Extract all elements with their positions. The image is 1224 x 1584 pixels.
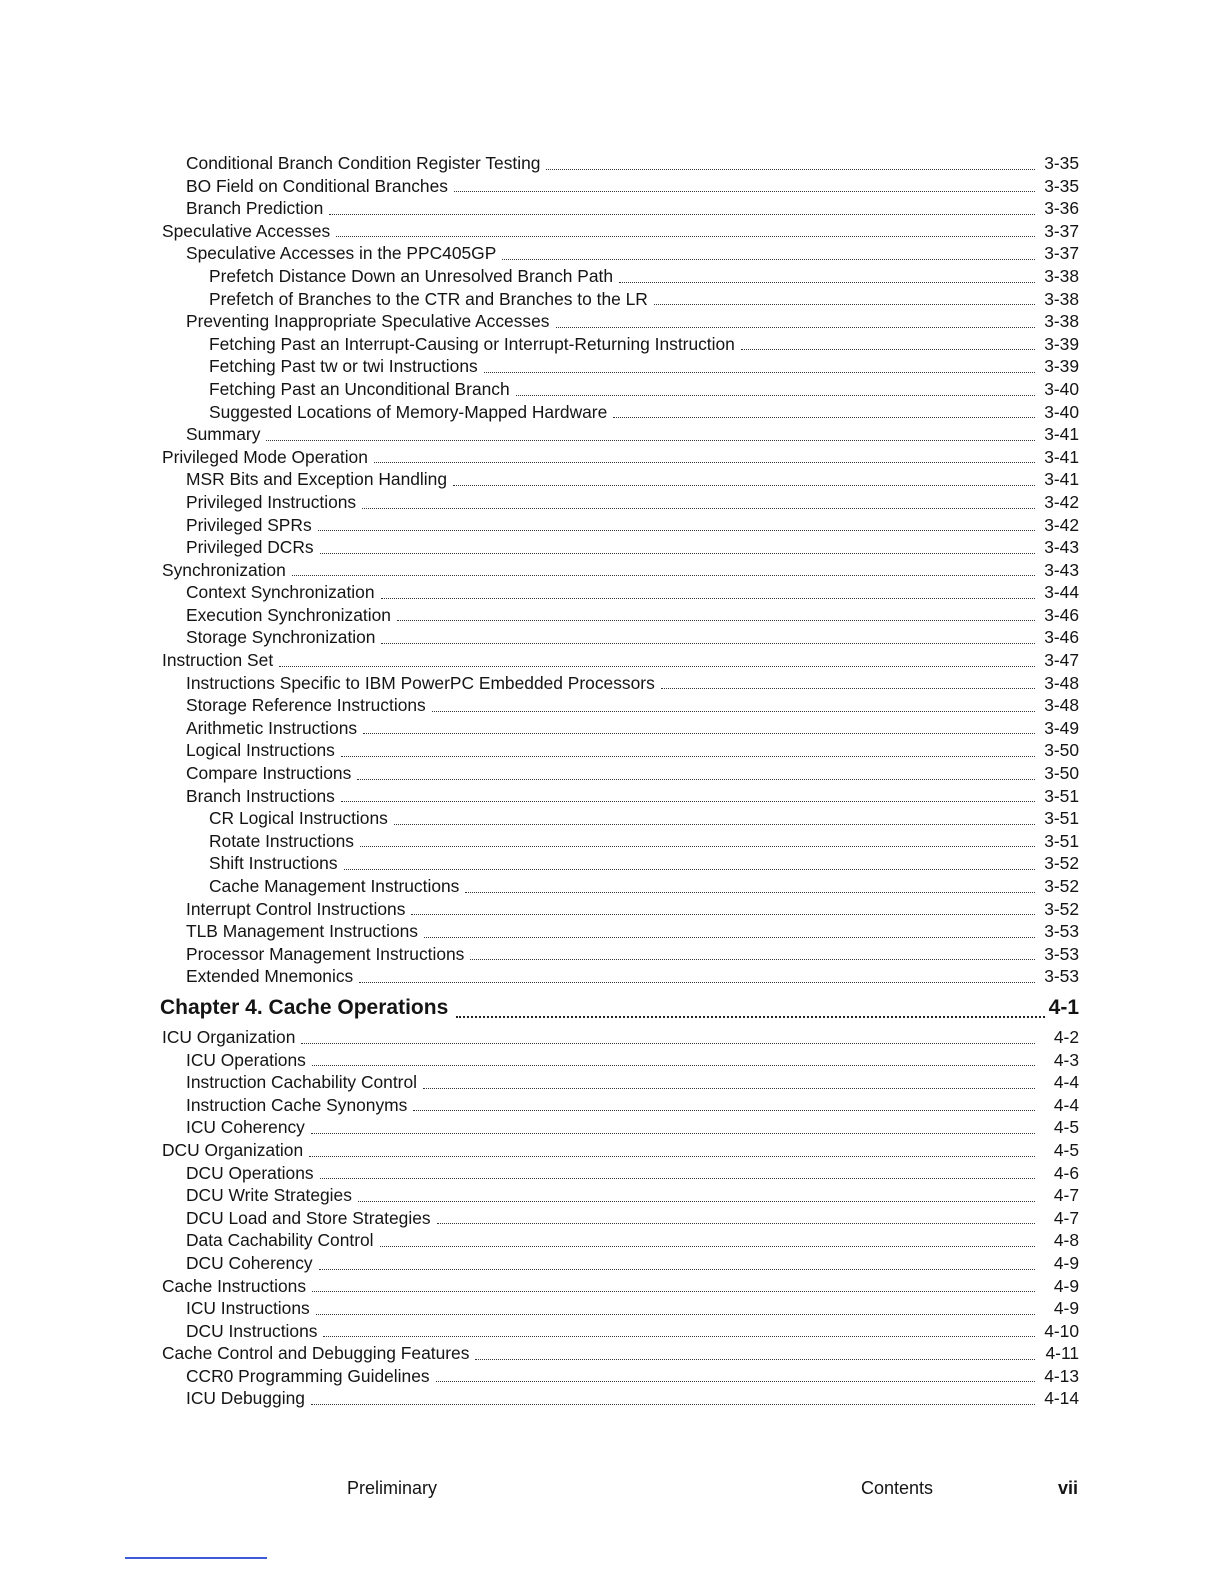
toc-entry[interactable] [162, 1139, 1079, 1162]
toc-entry-title: Instruction Cachability Control [186, 1072, 418, 1093]
toc-entry-title: Execution Synchronization [186, 604, 391, 625]
toc-entry[interactable] [209, 265, 1079, 288]
toc-entry-page: 3-38 [1044, 311, 1079, 332]
dot-leader [374, 462, 1035, 463]
toc-entry[interactable] [209, 875, 1079, 898]
toc-entry[interactable] [186, 1049, 1079, 1072]
dot-leader [556, 327, 1036, 328]
toc-entry-page: 3-41 [1044, 424, 1079, 445]
toc-entry-page: 4-4 [1053, 1094, 1079, 1115]
toc-entry-page: 3-38 [1044, 265, 1079, 286]
dot-leader [381, 598, 1035, 599]
toc-entry-title: Branch Instructions [186, 785, 335, 806]
dot-leader [320, 1178, 1035, 1179]
toc-entry-title: Fetching Past an Unconditional Branch [209, 378, 510, 399]
toc-entry[interactable] [186, 1184, 1079, 1207]
toc-entry[interactable] [186, 468, 1079, 491]
page-footer [0, 1478, 1224, 1502]
toc-entry[interactable] [186, 1071, 1079, 1094]
toc-entry-title: Summary [186, 424, 261, 445]
toc-entry-page: 3-48 [1044, 695, 1079, 716]
dot-leader [661, 688, 1035, 689]
toc-entry[interactable] [186, 197, 1079, 220]
toc-entry-title: ICU Debugging [186, 1388, 305, 1409]
toc-entry[interactable] [186, 943, 1079, 966]
toc-entry-title: Compare Instructions [186, 763, 352, 784]
toc-entry-page: 3-53 [1044, 943, 1079, 964]
dot-leader [613, 417, 1035, 418]
toc-entry-title: Conditional Branch Condition Register Testing [186, 153, 541, 173]
toc-entry-title: Synchronization [162, 559, 286, 580]
dot-leader [456, 1016, 1044, 1018]
toc-entry-page: 3-46 [1044, 627, 1079, 648]
toc-entry[interactable] [209, 401, 1079, 424]
toc-entry-page: 4-6 [1053, 1162, 1079, 1183]
toc-entry-page: 3-40 [1044, 378, 1079, 399]
toc-entry[interactable] [209, 333, 1079, 356]
dot-leader [424, 937, 1035, 938]
toc-entry-page: 3-35 [1044, 153, 1079, 173]
toc-entry[interactable] [186, 1207, 1079, 1230]
toc-entry-title: DCU Coherency [186, 1252, 313, 1273]
dot-leader [362, 508, 1035, 509]
toc-entry-title: BO Field on Conditional Branches [186, 175, 448, 196]
dot-leader [502, 259, 1035, 260]
toc-entry[interactable] [186, 604, 1079, 627]
dot-leader [341, 756, 1035, 757]
dot-leader [363, 733, 1035, 734]
toc-entry[interactable] [186, 581, 1079, 604]
dot-leader [436, 1381, 1035, 1382]
toc-entry-title: CCR0 Programming Guidelines [186, 1365, 430, 1386]
toc-entry-page: 3-52 [1044, 876, 1079, 896]
toc-entry[interactable] [186, 739, 1079, 762]
toc-entry[interactable] [186, 762, 1079, 785]
footer-section: Contents [861, 1478, 934, 1498]
dot-leader [279, 666, 1035, 667]
toc-entry-page: 3-42 [1044, 491, 1079, 512]
dot-leader [619, 282, 1035, 283]
toc-entry[interactable] [186, 1252, 1079, 1275]
toc-entry-page: 4-5 [1053, 1139, 1079, 1160]
toc-entry[interactable] [162, 220, 1079, 243]
chapter-page-number: 4-1 [1048, 995, 1079, 1019]
toc-entry[interactable] [162, 446, 1079, 469]
toc-entry-title: Cache Control and Debugging Features [162, 1343, 470, 1364]
toc-entry-title: ICU Coherency [186, 1117, 305, 1138]
toc-entry[interactable] [162, 1275, 1079, 1298]
dot-leader [546, 169, 1035, 170]
toc-entry-title: Suggested Locations of Memory-Mapped Hardware [209, 401, 608, 422]
toc-entry-page: 4-8 [1053, 1230, 1079, 1251]
toc-entry-page: 3-43 [1044, 537, 1079, 558]
toc-entry[interactable] [186, 310, 1079, 333]
toc-entry[interactable] [162, 1026, 1079, 1049]
toc-entry-page: 4-14 [1044, 1388, 1079, 1409]
toc-entry-title: MSR Bits and Exception Handling [186, 469, 447, 490]
toc-entry-title: Context Synchronization [186, 582, 375, 603]
toc-section-4 [0, 1026, 1224, 1410]
toc-entry-page: 3-35 [1044, 175, 1079, 196]
toc-entry-page: 3-43 [1044, 559, 1079, 580]
toc-entry[interactable] [186, 1094, 1079, 1117]
toc-entry-title: Interrupt Control Instructions [186, 898, 406, 919]
toc-entry-page: 3-52 [1044, 898, 1079, 919]
toc-entry-title: TLB Management Instructions [186, 921, 418, 942]
toc-entry-page: 4-9 [1053, 1252, 1079, 1273]
toc-entry[interactable] [186, 717, 1079, 740]
toc-entry-page: 3-42 [1044, 514, 1079, 535]
dot-leader [741, 349, 1035, 350]
toc-entry[interactable] [186, 1229, 1079, 1252]
toc-entry-page: 4-3 [1053, 1049, 1079, 1070]
toc-entry-page: 4-13 [1044, 1365, 1079, 1386]
toc-entry[interactable] [186, 694, 1079, 717]
toc-entry[interactable] [186, 1297, 1079, 1320]
toc-entry-title: Instruction Cache Synonyms [186, 1094, 408, 1115]
toc-entry[interactable] [186, 626, 1079, 649]
toc-entry[interactable] [186, 423, 1079, 446]
toc-entry-page: 3-39 [1044, 333, 1079, 354]
toc-entry[interactable] [162, 1342, 1079, 1365]
toc-entry-title: Branch Prediction [186, 198, 324, 219]
toc-entry-page: 3-50 [1044, 763, 1079, 784]
dot-leader [323, 1336, 1035, 1337]
toc-entry-page: 3-38 [1044, 288, 1079, 309]
dot-leader [394, 824, 1035, 825]
toc-entry-page: 3-48 [1044, 672, 1079, 693]
dot-leader [453, 485, 1035, 486]
toc-entry-title: DCU Instructions [186, 1320, 318, 1341]
toc-entry-page: 4-7 [1053, 1185, 1079, 1206]
toc-entry[interactable] [209, 807, 1079, 830]
dot-leader [432, 711, 1035, 712]
toc-entry-title: Privileged Instructions [186, 491, 357, 512]
dot-leader [381, 643, 1035, 644]
toc-entry[interactable] [162, 649, 1079, 672]
toc-entry-page: 4-9 [1053, 1298, 1079, 1319]
toc-entry-title: Data Cachability Control [186, 1230, 374, 1251]
toc-entry-title: DCU Write Strategies [186, 1185, 352, 1206]
toc-entry[interactable] [186, 1365, 1079, 1388]
dot-leader [266, 440, 1035, 441]
dot-leader [336, 236, 1035, 237]
chapter-title: Chapter 4. Cache Operations [160, 995, 449, 1019]
toc-entry-title: Privileged Mode Operation [162, 446, 368, 467]
toc-entry-page: 3-41 [1044, 446, 1079, 467]
toc-entry-title: DCU Load and Store Strategies [186, 1207, 431, 1228]
toc-entry[interactable] [209, 355, 1079, 378]
toc-entry[interactable] [209, 830, 1079, 853]
toc-entry-page: 3-53 [1044, 921, 1079, 942]
dot-leader [311, 1133, 1035, 1134]
toc-entry-page: 3-51 [1044, 808, 1079, 829]
toc-entry-title: Instructions Specific to IBM PowerPC Embedded Processors [186, 672, 655, 693]
toc-entry-title: Arithmetic Instructions [186, 717, 358, 738]
dot-leader [411, 914, 1035, 915]
toc-entry-page: 3-37 [1044, 243, 1079, 264]
toc-entry-title: Fetching Past an Interrupt-Causing or Interrupt-Returning Instruction [209, 333, 735, 354]
table-of-contents [0, 152, 1224, 1410]
toc-entry[interactable] [186, 920, 1079, 943]
toc-entry-title: Shift Instructions [209, 853, 338, 874]
toc-entry-title: Speculative Accesses [162, 220, 331, 241]
toc-entry-title: Rotate Instructions [209, 830, 354, 851]
toc-entry-page: 3-49 [1044, 717, 1079, 738]
dot-leader [470, 959, 1035, 960]
toc-entry-page: 3-39 [1044, 356, 1079, 377]
toc-entry[interactable] [186, 242, 1079, 265]
dot-leader [309, 1156, 1035, 1157]
dot-leader [654, 304, 1035, 305]
dot-leader [312, 1065, 1035, 1066]
toc-entry-title: Cache Management Instructions [209, 876, 460, 896]
toc-entry-page: 4-2 [1053, 1026, 1079, 1047]
toc-entry[interactable] [186, 491, 1079, 514]
chapter-4-heading[interactable] [160, 991, 1079, 1025]
toc-entry-title: ICU Operations [186, 1049, 306, 1070]
toc-entry-title: DCU Operations [186, 1162, 314, 1183]
toc-entry-page: 4-5 [1053, 1117, 1079, 1138]
toc-entry[interactable] [209, 378, 1079, 401]
toc-entry-page: 4-10 [1044, 1320, 1079, 1341]
toc-entry-title: Storage Synchronization [186, 627, 376, 648]
dot-leader [423, 1088, 1035, 1089]
toc-entry[interactable] [162, 559, 1079, 582]
toc-entry[interactable] [186, 672, 1079, 695]
dot-leader [437, 1223, 1035, 1224]
toc-entry[interactable] [186, 514, 1079, 537]
toc-entry[interactable] [186, 1387, 1079, 1410]
dot-leader [318, 530, 1035, 531]
dot-leader [358, 1201, 1035, 1202]
toc-entry[interactable] [186, 965, 1079, 988]
dot-leader [413, 1110, 1035, 1111]
toc-entry[interactable] [186, 152, 1079, 175]
footer-page-number: vii [1058, 1478, 1079, 1498]
toc-entry-title: Storage Reference Instructions [186, 695, 426, 716]
footer-status: Preliminary [347, 1478, 438, 1498]
toc-entry-title: ICU Organization [162, 1026, 296, 1047]
dot-leader [341, 801, 1035, 802]
toc-entry-title: Prefetch Distance Down an Unresolved Branch Path [209, 265, 614, 286]
bottom-rule [125, 1557, 267, 1559]
toc-entry-title: Prefetch of Branches to the CTR and Branches to the LR [209, 288, 648, 309]
toc-entry[interactable] [186, 898, 1079, 921]
dot-leader [311, 1404, 1035, 1405]
dot-leader [319, 1269, 1035, 1270]
toc-section-3 [0, 152, 1224, 988]
toc-entry-title: CR Logical Instructions [209, 808, 388, 829]
toc-entry-page: 3-44 [1044, 582, 1079, 603]
toc-entry[interactable] [186, 1116, 1079, 1139]
dot-leader [397, 620, 1035, 621]
toc-entry-page: 3-36 [1044, 198, 1079, 219]
toc-entry-page: 3-50 [1044, 740, 1079, 761]
toc-entry-page: 3-53 [1044, 966, 1079, 987]
toc-entry-page: 3-41 [1044, 469, 1079, 490]
toc-entry-page: 3-47 [1044, 650, 1079, 671]
toc-entry-title: Instruction Set [162, 650, 274, 671]
toc-entry-title: Privileged SPRs [186, 514, 312, 535]
dot-leader [465, 892, 1035, 893]
dot-leader [380, 1246, 1035, 1247]
toc-entry[interactable] [209, 288, 1079, 311]
toc-entry-title: DCU Organization [162, 1139, 304, 1160]
dot-leader [454, 191, 1035, 192]
toc-entry-page: 4-9 [1053, 1275, 1079, 1296]
toc-entry[interactable] [186, 785, 1079, 808]
dot-leader [360, 846, 1035, 847]
dot-leader [329, 214, 1035, 215]
toc-entry-title: Speculative Accesses in the PPC405GP [186, 243, 497, 264]
toc-entry-page: 3-46 [1044, 604, 1079, 625]
toc-entry-page: 4-11 [1045, 1343, 1079, 1364]
toc-entry-title: Privileged DCRs [186, 537, 314, 558]
toc-entry-title: Extended Mnemonics [186, 966, 354, 987]
dot-leader [357, 779, 1035, 780]
toc-entry[interactable] [186, 1162, 1079, 1185]
dot-leader [359, 982, 1035, 983]
dot-leader [301, 1043, 1035, 1044]
dot-leader [320, 553, 1035, 554]
toc-entry-title: Fetching Past tw or twi Instructions [209, 356, 478, 377]
toc-entry-title: ICU Instructions [186, 1298, 310, 1319]
toc-entry-page: 3-52 [1044, 853, 1079, 874]
toc-entry[interactable] [186, 1320, 1079, 1343]
toc-entry-title: Logical Instructions [186, 740, 335, 761]
toc-entry-page: 4-7 [1053, 1207, 1079, 1228]
toc-entry-page: 3-51 [1044, 785, 1079, 806]
dot-leader [475, 1359, 1035, 1360]
dot-leader [312, 1291, 1035, 1292]
toc-entry[interactable] [186, 175, 1079, 198]
toc-entry-page: 3-40 [1044, 401, 1079, 422]
toc-entry-title: Processor Management Instructions [186, 943, 465, 964]
dot-leader [316, 1314, 1035, 1315]
toc-entry[interactable] [186, 536, 1079, 559]
dot-leader [344, 869, 1035, 870]
toc-entry-page: 3-51 [1044, 830, 1079, 851]
dot-leader [516, 395, 1035, 396]
toc-entry-title: Cache Instructions [162, 1275, 307, 1296]
toc-entry-page: 3-37 [1044, 220, 1079, 241]
dot-leader [484, 372, 1035, 373]
toc-entry[interactable] [209, 852, 1079, 875]
toc-entry-title: Preventing Inappropriate Speculative Accesses [186, 311, 550, 332]
dot-leader [292, 575, 1035, 576]
toc-entry-page: 4-4 [1053, 1072, 1079, 1093]
